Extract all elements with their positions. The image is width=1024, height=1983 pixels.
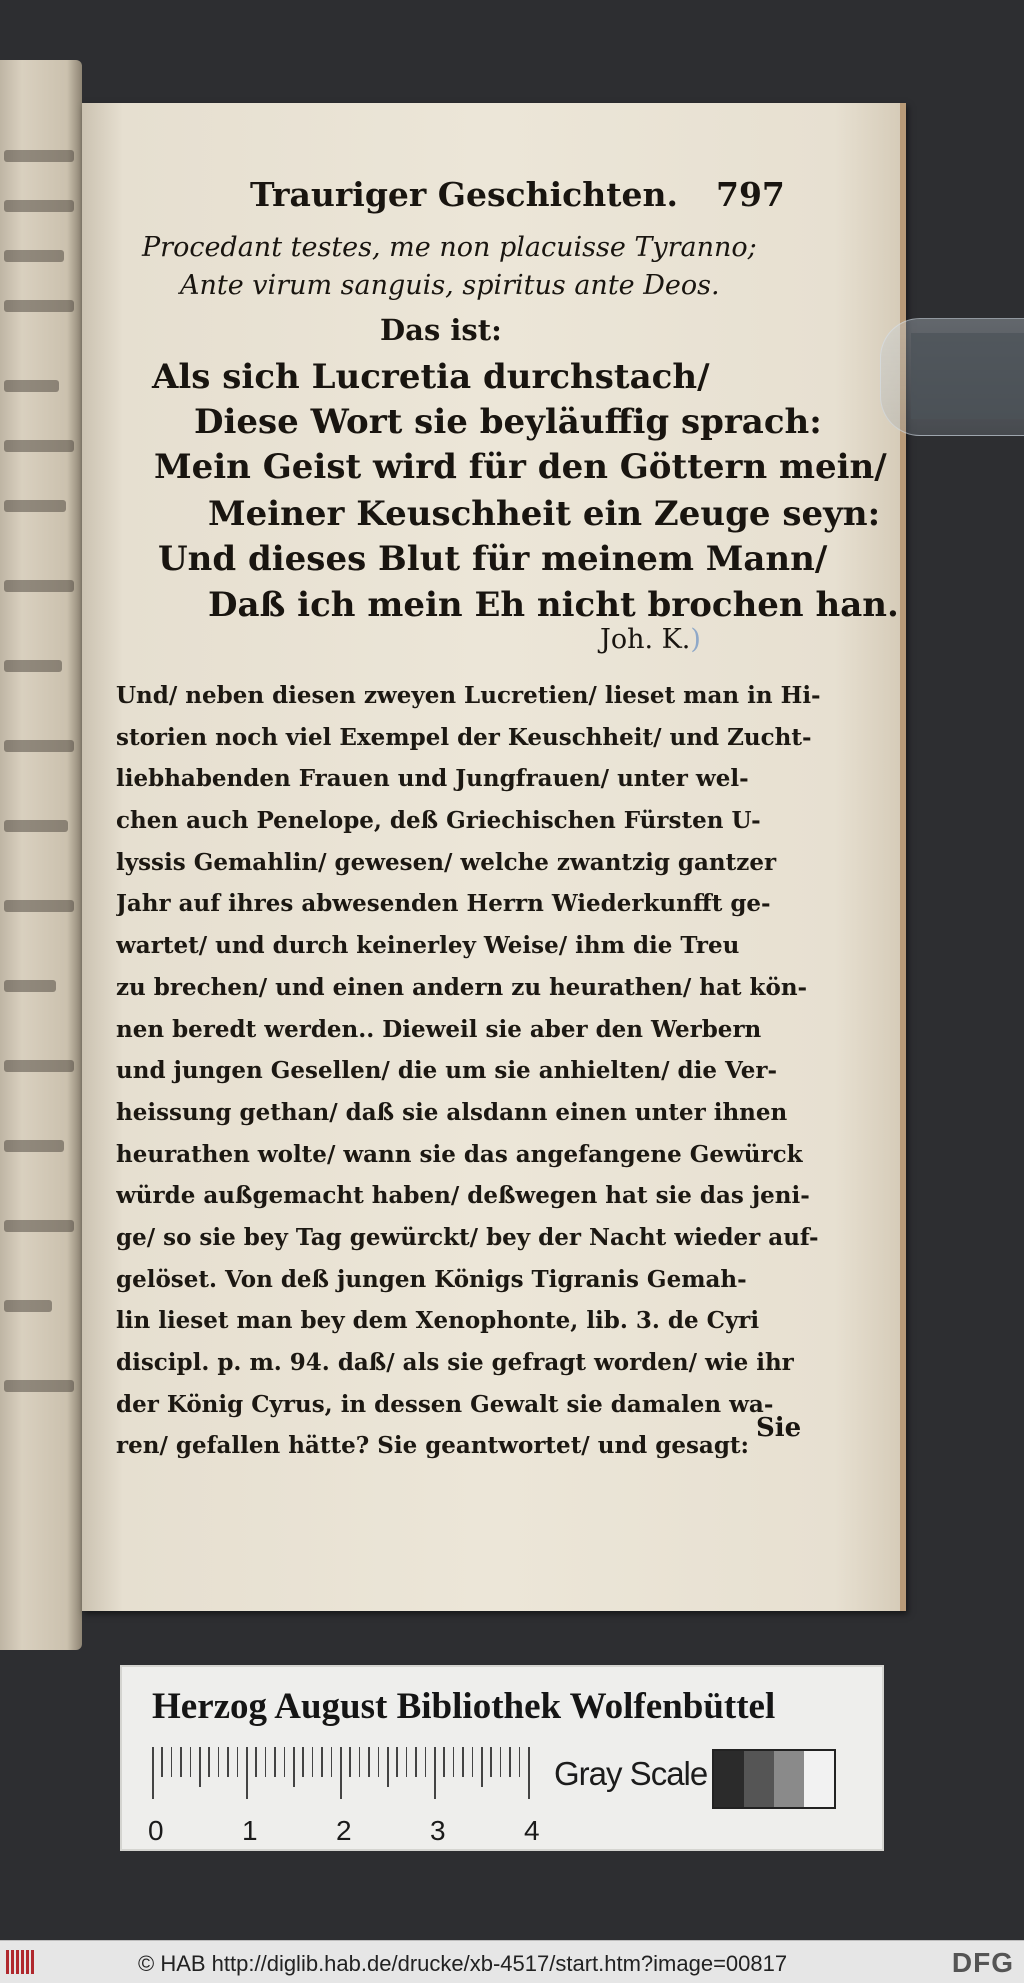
paragraph-line: ren/ gefallen hätte? Sie geantwortet/ und gesagt: bbox=[116, 1432, 750, 1460]
paragraph-line: gelöset. Von deß jungen Königs Tigranis Gemah- bbox=[116, 1265, 747, 1293]
ruler-tick bbox=[378, 1747, 380, 1777]
ruler-tick bbox=[481, 1747, 483, 1787]
ruler-tick bbox=[161, 1747, 163, 1777]
source-citation: © HAB http://diglib.hab.de/drucke/xb-4517/start.htm?image=00817 bbox=[138, 1951, 788, 1976]
ruler-tick bbox=[453, 1747, 455, 1777]
ruler-tick bbox=[472, 1747, 474, 1777]
facing-page-edge bbox=[0, 60, 82, 1650]
paragraph-line: lin lieset man bey dem Xenophonte, lib. 3. de Cyri bbox=[116, 1307, 760, 1335]
gray-scale-patches bbox=[712, 1749, 836, 1809]
paragraph-line: lyssis Gemahlin/ gewesen/ welche zwantzig gantzer bbox=[116, 848, 777, 876]
ruler-tick bbox=[519, 1747, 521, 1777]
gray-patch bbox=[744, 1751, 774, 1807]
paragraph-line: liebhabenden Frauen und Jungfrauen/ unter wel- bbox=[116, 765, 749, 793]
latin-verse-line: Procedant testes, me non placuisse Tyranno; bbox=[142, 232, 757, 263]
ruler-tick bbox=[302, 1747, 304, 1777]
paragraph-line: Jahr auf ihres abwesenden Herrn Wiederkunfft ge- bbox=[116, 890, 771, 918]
scale-number: 4 bbox=[524, 1815, 540, 1846]
ruler-tick bbox=[434, 1747, 436, 1799]
translation-heading: Das ist: bbox=[380, 313, 502, 347]
ruler-tick bbox=[387, 1747, 389, 1787]
paragraph-line: Und/ neben diesen zweyen Lucretien/ lieset man in Hi- bbox=[116, 682, 821, 709]
ruler-tick bbox=[406, 1747, 408, 1777]
running-title: Trauriger Geschichten. bbox=[250, 175, 678, 214]
ruler-tick bbox=[443, 1747, 445, 1777]
ruler-tick bbox=[462, 1747, 464, 1777]
paragraph-line: wartet/ und durch keinerley Weise/ ihm die Treu bbox=[116, 932, 740, 960]
ruler-tick bbox=[340, 1747, 342, 1799]
scale-number: 2 bbox=[336, 1815, 352, 1846]
paragraph-line: ge/ so sie bey Tag gewürckt/ bey der Nacht wieder auf- bbox=[116, 1223, 819, 1251]
german-verse-line: Mein Geist wird für den Göttern mein/ bbox=[154, 447, 887, 487]
paragraph-line: chen auch Penelope, deß Griechischen Fürsten U- bbox=[116, 807, 761, 835]
ruler-tick bbox=[274, 1747, 276, 1777]
ruler-tick bbox=[293, 1747, 295, 1787]
paragraph-line: der König Cyrus, in dessen Gewalt sie damalen wa- bbox=[116, 1390, 774, 1418]
dfg-logo: DFG bbox=[951, 1947, 1014, 1978]
color-target-card bbox=[120, 1665, 884, 1851]
ruler-tick bbox=[396, 1747, 398, 1777]
paragraph-line: discipl. p. m. 94. daß/ als sie gefragt worden/ wie ihr bbox=[116, 1349, 794, 1376]
ruler-tick bbox=[208, 1747, 210, 1777]
ruler-tick bbox=[227, 1747, 229, 1777]
scale-number: 1 bbox=[242, 1815, 258, 1846]
viewer-footer bbox=[0, 1940, 1024, 1983]
signature-text: Joh. K. bbox=[600, 624, 691, 655]
ruler-tick bbox=[321, 1747, 323, 1777]
page-number: 797 bbox=[716, 175, 785, 214]
german-verse-line: Meiner Keuschheit ein Zeuge seyn: bbox=[208, 494, 881, 534]
paragraph-line: storien noch viel Exempel der Keuschheit/ und Zucht- bbox=[116, 723, 812, 751]
ruler-tick bbox=[199, 1747, 201, 1787]
gray-patch bbox=[804, 1751, 834, 1807]
ruler-tick bbox=[331, 1747, 333, 1777]
paragraph-line: zu brechen/ und einen andern zu heurathen/ hat kön- bbox=[116, 973, 808, 1001]
ruler-tick bbox=[265, 1747, 267, 1777]
ruler-tick bbox=[359, 1747, 361, 1777]
ruler-tick bbox=[528, 1747, 530, 1799]
paragraph-line: würde außgemacht haben/ deßwegen hat sie das jeni- bbox=[116, 1182, 810, 1210]
gray-patch bbox=[774, 1751, 804, 1807]
paragraph-line: und jungen Gesellen/ die um sie anhielten/ die Ver- bbox=[116, 1057, 778, 1085]
ruler-tick bbox=[255, 1747, 257, 1777]
ruler-tick bbox=[490, 1747, 492, 1777]
ruler-tick bbox=[190, 1747, 192, 1777]
german-verse-line: Diese Wort sie beyläuffig sprach: bbox=[194, 402, 822, 442]
scale-number: 0 bbox=[148, 1815, 164, 1846]
glass-weight-clip bbox=[880, 318, 1024, 436]
ruler-tick bbox=[180, 1747, 182, 1777]
body-paragraph bbox=[116, 675, 826, 1467]
paragraph-line: nen beredt werden.. Dieweil sie aber den Werbern bbox=[116, 1015, 762, 1043]
ruler-tick bbox=[237, 1747, 239, 1777]
gray-scale-label: Gray Scale bbox=[554, 1755, 708, 1792]
ruler-tick bbox=[246, 1747, 248, 1799]
catchword: Sie bbox=[756, 1413, 802, 1443]
ruler-tick bbox=[152, 1747, 154, 1799]
ruler-tick bbox=[415, 1747, 417, 1777]
german-verse-line: Daß ich mein Eh nicht brochen han. bbox=[208, 585, 899, 625]
ruler-tick bbox=[500, 1747, 502, 1777]
paragraph-line: heurathen wolte/ wann sie das angefangene Gewürck bbox=[116, 1140, 803, 1168]
library-name: Herzog August Bibliothek Wolfenbüttel bbox=[152, 1686, 776, 1727]
german-verse-line: Und dieses Blut für meinem Mann/ bbox=[158, 539, 828, 579]
gray-patch bbox=[714, 1751, 744, 1807]
latin-verse-line: Ante virum sanguis, spiritus ante Deos. bbox=[180, 270, 720, 301]
ruler-tick bbox=[425, 1747, 427, 1777]
translator-signature: Joh. K.) bbox=[600, 624, 701, 655]
paragraph-line: heissung gethan/ daß sie alsdann einen unter ihnen bbox=[116, 1098, 788, 1126]
scale-number: 3 bbox=[430, 1815, 446, 1846]
ruler-tick bbox=[171, 1747, 173, 1777]
ruler-tick bbox=[368, 1747, 370, 1777]
ruler-tick bbox=[284, 1747, 286, 1777]
ruler-tick bbox=[509, 1747, 511, 1777]
ruler-tick bbox=[312, 1747, 314, 1777]
german-verse-line: Als sich Lucretia durchstach/ bbox=[152, 357, 710, 397]
ruler-tick bbox=[218, 1747, 220, 1777]
ruler-tick bbox=[349, 1747, 351, 1777]
ruler-scale bbox=[152, 1747, 552, 1799]
hab-logo-icon bbox=[6, 1950, 46, 1974]
